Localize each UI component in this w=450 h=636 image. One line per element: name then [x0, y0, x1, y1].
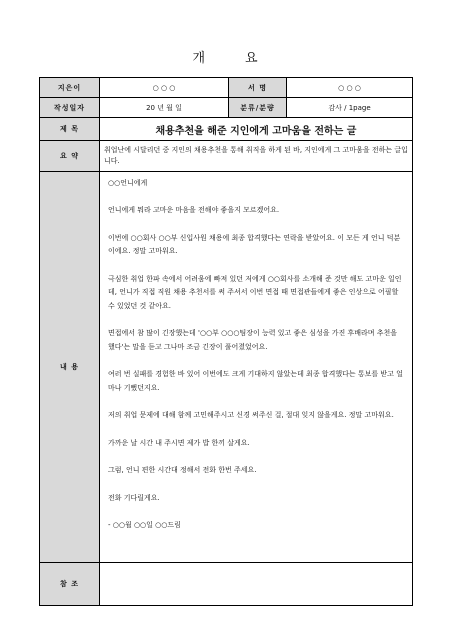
page-title	[0, 47, 450, 66]
content-paragraph: 극심한 취업 한파 속에서 어려움에 빠져 있던 저에게 ○○회사를 소개해 준 것만 해도 고마운 일인데, 언니가 직접 직원 채용 추천서를 써 주셔서 이번 면접 때 면접관들에게 좋은 인상으로 어필할 수 있었던 것 같아요.	[108, 274, 402, 310]
content-paragraph: ○○언니에게	[108, 178, 148, 187]
content-label: 내 용	[40, 171, 100, 563]
summary-value: 취업난에 시달리던 중 지인의 채용추천을 통해 취직을 하게 된 바, 지인에게 그 고마움을 전하는 글입니다.	[100, 140, 413, 171]
content-body	[100, 171, 413, 563]
summary-table	[39, 77, 413, 606]
signature-label: 서 명	[229, 78, 287, 98]
author-row	[40, 78, 413, 98]
author-value: ○ ○ ○	[100, 78, 229, 98]
content-signoff: - ○○월 ○○일 ○○드림	[108, 521, 181, 530]
subject-row	[40, 118, 413, 140]
content-paragraph: 전화 기다릴게요.	[108, 493, 160, 502]
date-label: 작성일자	[40, 98, 100, 118]
content-paragraph: 여러 번 실패를 경험한 바 있어 이번에도 크게 기대하지 않았는데 최종 합격했다는 통보를 받고 얼마나 기뻤던지요.	[108, 370, 403, 392]
content-paragraph: 면접에서 참 많이 긴장했는데 '○○부 ○○○팀장이 능력 있고 좋은 심성을 가진 후배라며 추천을 했다'는 말을 듣고 그나마 조금 긴장이 풀어졌었어요.	[108, 329, 398, 351]
page-title-char-1: 개	[192, 51, 225, 66]
date-row	[40, 98, 413, 118]
content-paragraph: 가까운 날 시간 내 주시면 제가 밥 한끼 살게요.	[108, 438, 250, 447]
reference-row	[40, 563, 413, 606]
date-value: 20 년 월 일	[100, 98, 229, 118]
content-paragraph: 이번에 ○○회사 ○○부 신입사원 채용에 최종 합격했다는 연락을 받았어요. 이 모든 게 언니 덕분이에요. 정말 고마워요.	[108, 233, 401, 256]
reference-label: 참 조	[40, 563, 100, 606]
content-paragraph: 언니에게 뭐라 고마운 마음을 전해야 좋을지 모르겠어요.	[108, 206, 280, 215]
signature-value: ○ ○ ○	[287, 78, 413, 98]
content-row	[40, 171, 413, 563]
content-paragraph: 저의 취업 문제에 대해 함께 고민해주시고 신경 써주신 걸, 절대 잊지 않을게요. 정말 고마워요.	[108, 411, 394, 420]
category-label: 분류/분량	[229, 98, 287, 118]
subject-label: 제 목	[40, 118, 100, 140]
reference-value	[100, 563, 413, 606]
subject-value: 채용추천을 해준 지인에게 고마움을 전하는 글	[100, 118, 413, 140]
author-label: 지은이	[40, 78, 100, 98]
content-paragraph: 그럼, 언니 편한 시간대 정해서 전화 한번 주세요.	[108, 466, 257, 475]
category-value: 감사 / 1page	[287, 98, 413, 118]
summary-row	[40, 140, 413, 171]
summary-label: 요 약	[40, 140, 100, 171]
page-title-char-2: 요	[245, 51, 278, 66]
